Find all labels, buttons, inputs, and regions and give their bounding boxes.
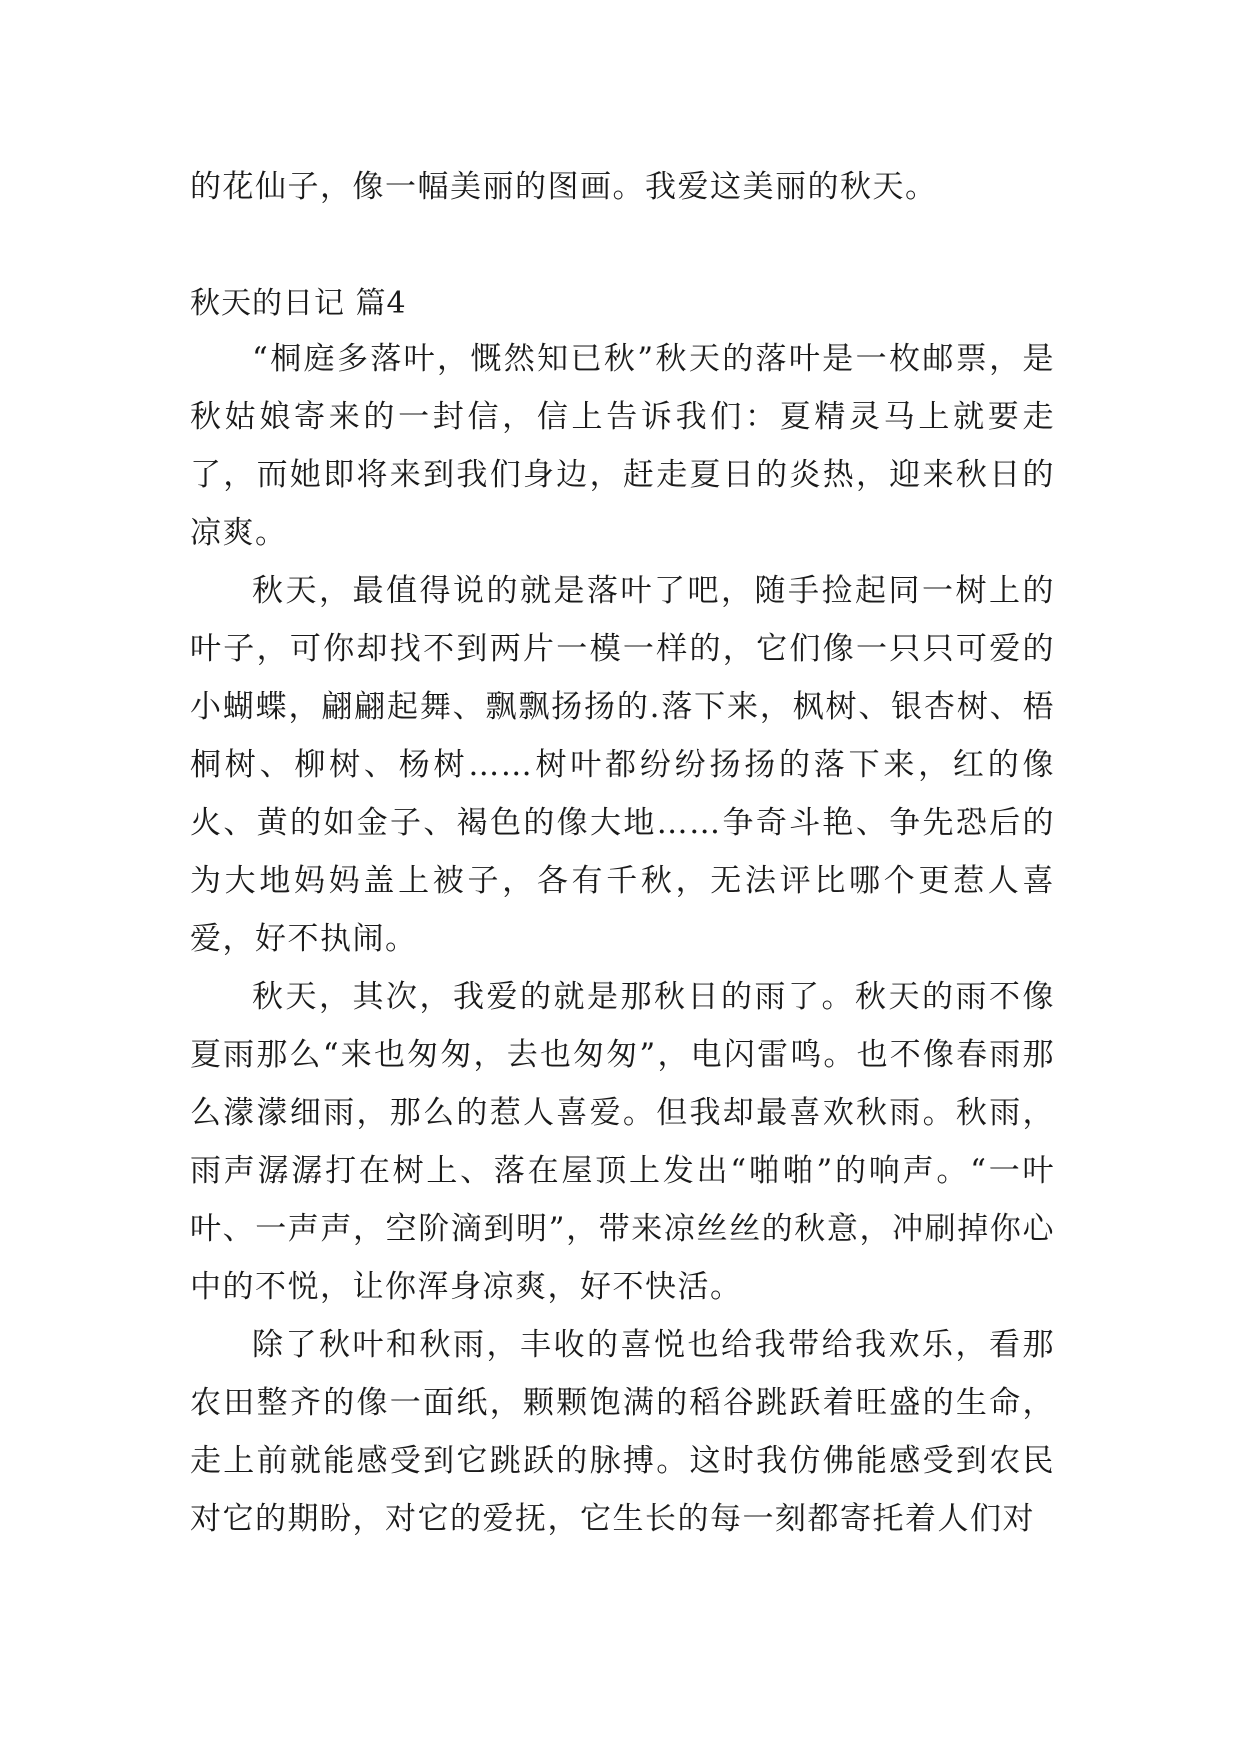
paragraph-3: 秋天，其次，我爱的就是那秋日的雨了。秋天的雨不像夏雨那么“来也匆匆，去也匆匆”，电闪雷鸣。也不像春雨那么濛濛细雨，那么的惹人喜爱。但我却最喜欢秋雨。秋雨，雨声潺潺打在树上、落在屋顶上发出“啪啪”的响声。“一叶叶、一声声，空阶滴到明”，带来凉丝丝的秋意，冲刷掉你心中的不悦，让你浑身凉爽，好不快活。 <box>190 979 1055 1305</box>
section-title: 秋天的日记 篇4 <box>190 286 407 321</box>
continued-paragraph: 的花仙子，像一幅美丽的图画。我爱这美丽的秋天。 <box>190 169 938 205</box>
paragraph-2: 秋天，最值得说的就是落叶了吧，随手捡起同一树上的叶子，可你却找不到两片一模一样的，它们像一只只可爱的小蝴蝶，翩翩起舞、飘飘扬扬的.落下来，枫树、银杏树、梧桐树、柳树、杨树……树叶都纷纷扬扬的落下来，红的像火、黄的如金子、褐色的像大地……争奇斗艳、争先恐后的为大地妈妈盖上被子，各有千秋，无法评比哪个更惹人喜爱，好不执闹。 <box>190 573 1055 957</box>
paragraph-1: “桐庭多落叶，慨然知已秋”秋天的落叶是一枚邮票，是秋姑娘寄来的一封信，信上告诉我们：夏精灵马上就要走了，而她即将来到我们身边，赶走夏日的炎热，迎来秋日的凉爽。 <box>190 341 1055 551</box>
article-body <box>190 330 1055 1548</box>
paragraph-4: 除了秋叶和秋雨，丰收的喜悦也给我带给我欢乐，看那农田整齐的像一面纸，颗颗饱满的稻谷跳跃着旺盛的生命，走上前就能感受到它跳跃的脉搏。这时我仿佛能感受到农民对它的期盼，对它的爱抚，它生长的每一刻都寄托着人们对 <box>190 1327 1055 1537</box>
